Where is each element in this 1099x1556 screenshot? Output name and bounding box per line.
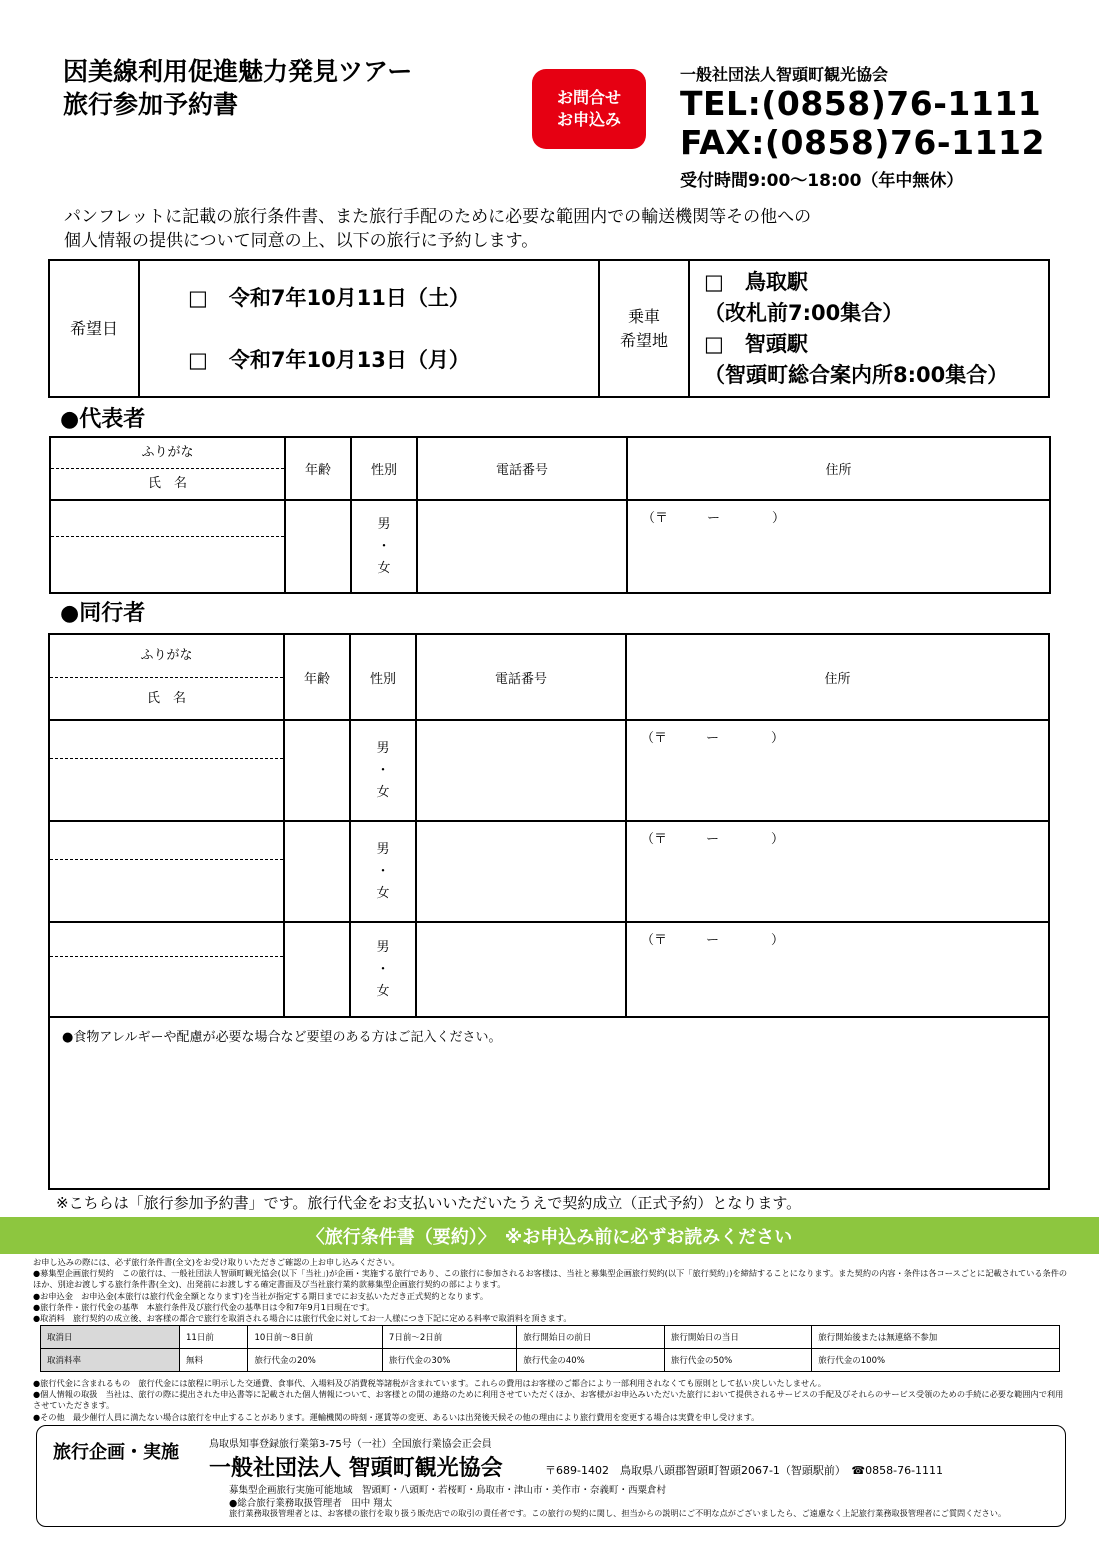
operator-manager: ●総合旅行業務取扱管理者 田中 翔太 <box>229 1498 393 1509</box>
sex-dot: ・ <box>376 863 390 879</box>
representative-heading: ●代表者 <box>60 407 146 432</box>
sex-female[interactable]: 女 <box>376 983 390 999</box>
title-line-2: 旅行参加予約書 <box>63 90 239 119</box>
sex-header: 性別 <box>350 634 416 720</box>
cancel-day-cell: 7日前～2日前 <box>382 1326 516 1349</box>
rep-name-cell[interactable] <box>50 500 285 593</box>
age-header: 年齢 <box>284 634 350 720</box>
sex-female[interactable]: 女 <box>377 560 391 576</box>
address-header: 住所 <box>626 634 1049 720</box>
cancel-rate-cell: 旅行代金の20% <box>248 1349 382 1372</box>
rep-address-input[interactable]: （〒 ー ） <box>627 500 1050 593</box>
sex-female[interactable]: 女 <box>376 784 390 800</box>
cancel-rate-cell: 無料 <box>180 1349 248 1372</box>
sex-dot: ・ <box>376 762 390 778</box>
sex-dot: ・ <box>377 538 391 554</box>
operator-name: 一般社団法人 智頭町観光協会 <box>209 1456 503 1481</box>
condition-line: ●その他 最少催行人員に満たない場合は旅行を中止することがあります。運輸機関の時刻・運賃等の変更、あるいは出発後天候その他の理由により旅行費用を変更する場合は実費を申し受けます。 <box>33 1411 760 1422</box>
sex-male[interactable]: 男 <box>376 740 390 756</box>
condition-line: お申し込みの際には、必ず旅行条件書(全文)をお受け取りいただきご確認の上お申し込みください。 <box>33 1257 400 1267</box>
cancel-day-cell: 10日前～8日前 <box>248 1326 382 1349</box>
condition-line: ●取消料 旅行契約の成立後、お客様の都合で旅行を取消される場合には旅行代金に対してお一人様につき下記に定める料率で取消料を頂きます。 <box>33 1313 572 1324</box>
companion-age-input[interactable] <box>284 922 350 1017</box>
companion-sex-select[interactable] <box>350 720 416 821</box>
rep-age-input[interactable] <box>285 500 351 593</box>
condition-line: ●旅行条件・旅行代金の基準 本旅行条件及び旅行代金の基準日は令和7年9月1日現在です。 <box>33 1301 375 1312</box>
cancel-rate-cell: 旅行代金の50% <box>664 1349 811 1372</box>
condition-line: ●募集型企画旅行契約 この旅行は、一般社団法人智頭町観光協会(以下「当社」)が企画・実施する旅行であり、この旅行に参加されるお客様は、当社と募集型企画旅行契約(以下「旅行契約」)を締結することになります。また契約の内容・条件は各コースごとに記載されている条件のほか、別途お渡しする旅行条件書(全文)、出発前にお渡しする確定書面及び当社旅行業約款募集型企画旅行契約の部によります。 <box>33 1268 1068 1290</box>
companion-address-input[interactable]: （〒 ー ） <box>626 821 1049 922</box>
companion-furigana-input[interactable] <box>50 721 283 758</box>
sex-male[interactable]: 男 <box>377 516 391 532</box>
companion-table <box>48 633 1050 1190</box>
reception-hours: 受付時間9:00～18:00（年中無休） <box>680 171 964 191</box>
title-line-1: 因美線利用促進魅力発見ツアー <box>63 57 413 86</box>
phone-header: 電話番号 <box>416 634 626 720</box>
companion-furigana-input[interactable] <box>50 822 283 859</box>
companion-name-input[interactable] <box>50 859 283 921</box>
companion-furigana-input[interactable] <box>50 923 283 956</box>
requests-label: ●食物アレルギーや配慮が必要な場合など要望のある方はご記入ください。 <box>62 1030 502 1045</box>
registration: 鳥取県知事登録旅行業第3-75号（一社）全国旅行業協会正会員 <box>209 1439 492 1450</box>
consent-text <box>64 205 811 253</box>
operator-area: 募集型企画旅行実施可能地域 智頭町・八頭町・若桜町・鳥取市・津山市・美作市・奈義町・西粟倉村 <box>229 1485 667 1496</box>
consent-line-1: パンフレットに記載の旅行条件書、また旅行手配のために必要な範囲内での輸送機関等その他への <box>64 207 812 227</box>
badge-line-1: お問合せ <box>556 88 621 107</box>
cancel-day-cell: 旅行開始後または無連絡不参加 <box>812 1326 1060 1349</box>
address-header: 住所 <box>627 437 1050 500</box>
pickup-label-1: 乗車 <box>627 306 660 326</box>
companion-phone-input[interactable] <box>416 821 626 922</box>
date-label: 希望日 <box>49 260 139 397</box>
operator-box <box>36 1425 1066 1527</box>
condition-line: ●個人情報の取扱 当社は、旅行の際に提出された申込書等に記載された個人情報について、お客様との間の連絡のために利用させていただくほか、お客様がお申込みいただいた旅行において提供されるサービスの手配及びそれらのサービス受領のための手続に必要な範囲内で利用させていただきます。 <box>33 1389 1064 1411</box>
name-header <box>49 634 284 720</box>
rep-furigana-input[interactable] <box>51 501 284 536</box>
date-options <box>139 260 599 397</box>
name-label: 氏 名 <box>51 468 284 499</box>
sex-male[interactable]: 男 <box>376 939 390 955</box>
conditions-bar: 〈旅行条件書（要約）〉 ※お申込み前に必ずお読みください <box>0 1217 1099 1254</box>
cancel-day-cell: 11日前 <box>180 1326 248 1349</box>
contract-note: ※こちらは「旅行参加予約書」です。旅行代金をお支払いいただいたうえで契約成立（正式予約）となります。 <box>56 1194 802 1212</box>
condition-line: ●お申込金 お申込金(本旅行は旅行代金全額となります)を当社が指定する期日までにお支払いただき正式契約となります。 <box>33 1290 489 1301</box>
sex-dot: ・ <box>376 961 390 977</box>
cancel-day-label: 取消日 <box>41 1326 180 1349</box>
inquiry-badge <box>532 69 646 149</box>
age-header: 年齢 <box>285 437 351 500</box>
representative-table <box>49 436 1051 594</box>
conditions-text-2 <box>33 1378 1068 1423</box>
sex-female[interactable]: 女 <box>376 885 390 901</box>
companion-address-input[interactable]: （〒 ー ） <box>626 922 1049 1017</box>
companion-name-cell[interactable] <box>49 821 284 922</box>
companion-phone-input[interactable] <box>416 720 626 821</box>
name-label: 氏 名 <box>50 677 283 719</box>
pickup-note-tottori: （改札前7:00集合） <box>704 300 904 325</box>
consent-line-2: 個人情報の提供について同意の上、以下の旅行に予約します。 <box>64 231 539 251</box>
sex-male[interactable]: 男 <box>376 841 390 857</box>
fax-number: FAX:(0858)76-1112 <box>680 123 1045 162</box>
operator-label: 旅行企画・実施 <box>53 1442 179 1463</box>
conditions-text <box>33 1257 1068 1324</box>
pickup-option-chizu[interactable]: □ 智頭駅 <box>704 331 808 356</box>
companion-name-cell[interactable] <box>49 720 284 821</box>
companion-age-input[interactable] <box>284 720 350 821</box>
companion-heading: ●同行者 <box>60 601 146 626</box>
cancel-rate-cell: 旅行代金の100% <box>812 1349 1060 1372</box>
badge-line-2: お申込み <box>556 110 621 129</box>
companion-sex-select[interactable] <box>350 922 416 1017</box>
companion-age-input[interactable] <box>284 821 350 922</box>
sex-header: 性別 <box>351 437 417 500</box>
companion-name-cell[interactable] <box>49 922 284 1017</box>
cancel-rate-label: 取消料率 <box>41 1349 180 1372</box>
cancel-rate-cell: 旅行代金の30% <box>382 1349 516 1372</box>
rep-phone-input[interactable] <box>417 500 627 593</box>
cancel-day-cell: 旅行開始日の当日 <box>664 1326 811 1349</box>
companion-address-input[interactable]: （〒 ー ） <box>626 720 1049 821</box>
manager-note: 旅行業務取扱管理者とは、お客様の旅行を取り扱う販売店での取引の責任者です。この旅行の契約に関し、担当からの説明にご不明な点がございましたら、ご遠慮なく上記旅行業務取扱管理者にご質問ください。 <box>229 1508 1007 1518</box>
form-title <box>63 55 412 121</box>
rep-name-input[interactable] <box>51 536 284 592</box>
pickup-options <box>689 260 1049 397</box>
companion-sex-select[interactable] <box>350 821 416 922</box>
operator-address: 〒689-1402 鳥取県八頭郡智頭町智頭2067-1（智頭駅前） ☎0858-76-1111 <box>545 1464 944 1477</box>
booking-table <box>48 259 1050 398</box>
phone-header: 電話番号 <box>417 437 627 500</box>
pickup-label-2: 希望地 <box>619 330 668 350</box>
name-header <box>50 437 285 500</box>
furigana-header: ふりがな <box>140 648 193 663</box>
tel-number: TEL:(0858)76-1111 <box>680 84 1042 123</box>
furigana-header: ふりがな <box>141 445 194 460</box>
requests-input[interactable] <box>49 1017 1049 1189</box>
date-option-1[interactable]: □ 令和7年10月11日（土） <box>188 285 470 310</box>
date-option-2[interactable]: □ 令和7年10月13日（月） <box>188 347 470 372</box>
pickup-option-tottori[interactable]: □ 鳥取駅 <box>704 269 808 294</box>
rep-sex-select[interactable] <box>351 500 417 593</box>
cancel-fee-table <box>40 1325 1060 1372</box>
pickup-label <box>599 260 689 397</box>
cancel-rate-cell: 旅行代金の40% <box>517 1349 664 1372</box>
companion-name-input[interactable] <box>50 956 283 1016</box>
cancel-day-cell: 旅行開始日の前日 <box>517 1326 664 1349</box>
companion-phone-input[interactable] <box>416 922 626 1017</box>
condition-line: ●旅行代金に含まれるもの 旅行代金には旅程に明示した交通費、食事代、入場料及び消費税等諸税が含まれています。これらの費用はお客様のご都合により一部利用されなくても原則として払い戻しいたしません。 <box>33 1378 826 1388</box>
pickup-note-chizu: （智頭町総合案内所8:00集合） <box>704 362 1009 387</box>
org-name: 一般社団法人智頭町観光協会 <box>680 65 889 84</box>
companion-name-input[interactable] <box>50 758 283 820</box>
